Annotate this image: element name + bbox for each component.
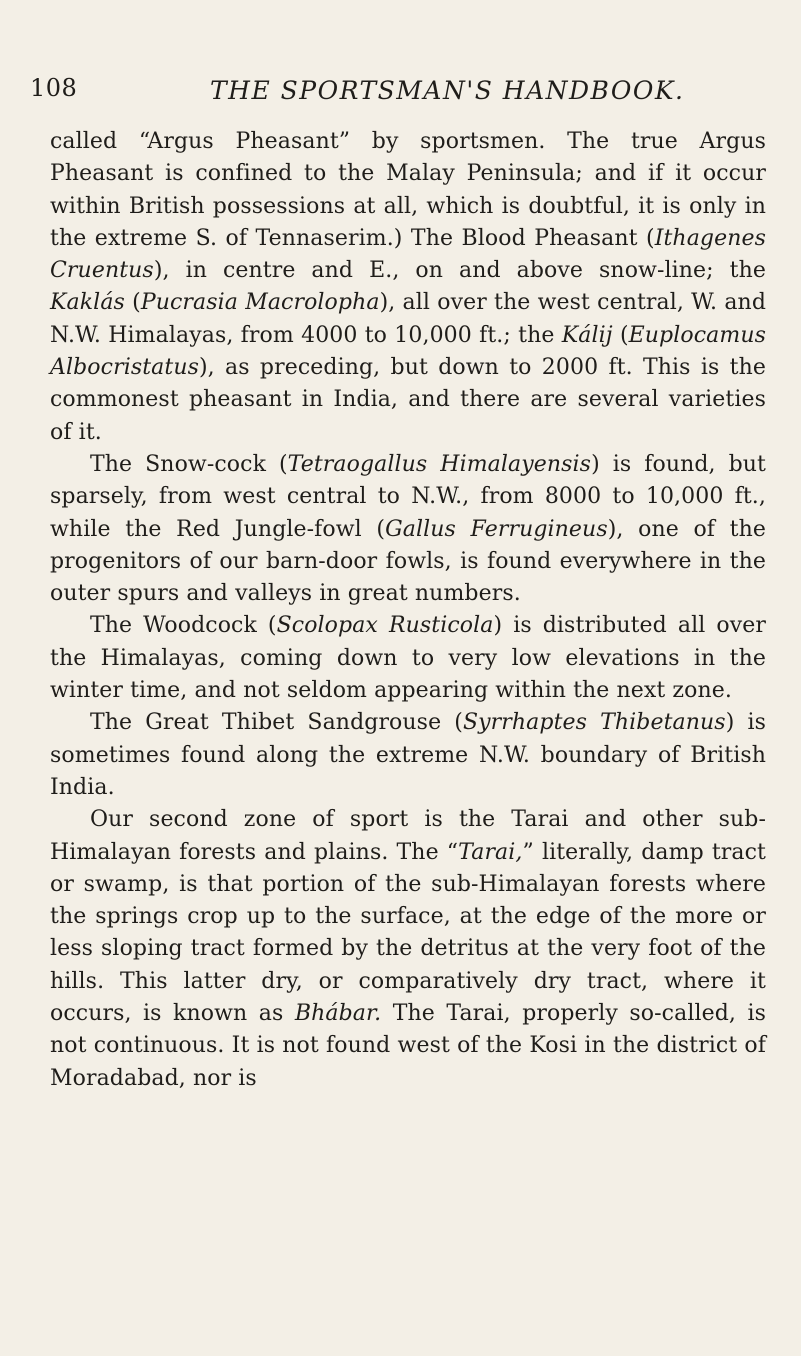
text-run: The Tarai, properly so-called, is not continuous. It is not found west of the Kosi in the district of Moradabad, nor is: [50, 1001, 766, 1091]
text-run: Our second zone of sport is the Tarai and other sub-Himalayan forests and plains. The “: [50, 807, 766, 865]
text-run: The Woodcock (: [90, 613, 277, 639]
scientific-name: Scolopax Rusticola: [276, 613, 494, 639]
text-run: called “Argus Pheasant” by sportsmen. The true Argus Pheasant is confined to the Malay Peninsula; and if it occur within British possessions at all, which is doubtful, it is only in the extreme S. of Tennaserim.) The Blood Pheasant (: [50, 129, 766, 251]
scientific-name: Syrrhaptes Thibetanus: [462, 710, 726, 736]
scientific-name: Kaklás: [50, 290, 125, 316]
scientific-name: Pucrasia Macrolopha: [140, 290, 380, 316]
page-header: [0, 74, 801, 114]
running-head: THE SPORTSMAN'S HANDBOOK.: [210, 76, 685, 105]
scientific-name: Bhábar.: [294, 1001, 382, 1027]
text-run: ), in centre and E., on and above snow-line; the: [153, 258, 766, 284]
page-number: 108: [30, 74, 78, 102]
paragraph: [50, 804, 766, 1095]
text-run: ), one of the progenitors of our barn-door fowls, is found everywhere in the outer spurs and valleys in great numbers.: [50, 516, 766, 607]
text-run: ” literally, damp tract or swamp, is that portion of the sub-Himalayan forests where the springs crop up to the surface, at the edge of the more or less sloping tract formed by the detritus at the very foot of the hills. This latter dry, or comparatively dry tract, where it occurs, is known as: [50, 839, 766, 1027]
text-run: ) is found, but sparsely, from west central to N.W., from 8000 to 10,000 ft., while the Red Jungle-fowl (: [50, 451, 767, 542]
paragraph: [50, 707, 766, 804]
paragraph: [50, 126, 766, 449]
text-run: (: [124, 290, 141, 316]
scientific-name: Kálij: [561, 322, 613, 348]
paragraph: [50, 610, 766, 707]
body-text: [50, 126, 766, 1095]
scientific-name: Tetraogallus Himalayensis: [287, 451, 592, 477]
text-run: The Snow-cock (: [90, 451, 288, 477]
paragraph: [50, 449, 766, 610]
scientific-name: Ithagenes Cruentus: [50, 225, 766, 284]
text-run: The Great Thibet Sandgrouse (: [90, 710, 463, 736]
scientific-name: Euplocamus Albocristatus: [50, 322, 766, 381]
scientific-name: Gallus Ferrugineus: [385, 516, 608, 542]
text-run: ) is distributed all over the Himalayas, coming down to very low elevations in the winter time, and not seldom appearing within the next zone.: [50, 613, 766, 704]
text-run: ), all over the west central, W. and N.W. Himalayas, from 4000 to 10,000 ft.; the: [50, 290, 766, 348]
text-run: ), as preceding, but down to 2000 ft. This is the commonest pheasant in India, and there are several varieties of it.: [50, 355, 766, 445]
scientific-name: Tarai,: [458, 839, 523, 865]
text-run: ) is sometimes found along the extreme N.W. boundary of British India.: [50, 710, 766, 800]
text-run: (: [612, 322, 629, 348]
